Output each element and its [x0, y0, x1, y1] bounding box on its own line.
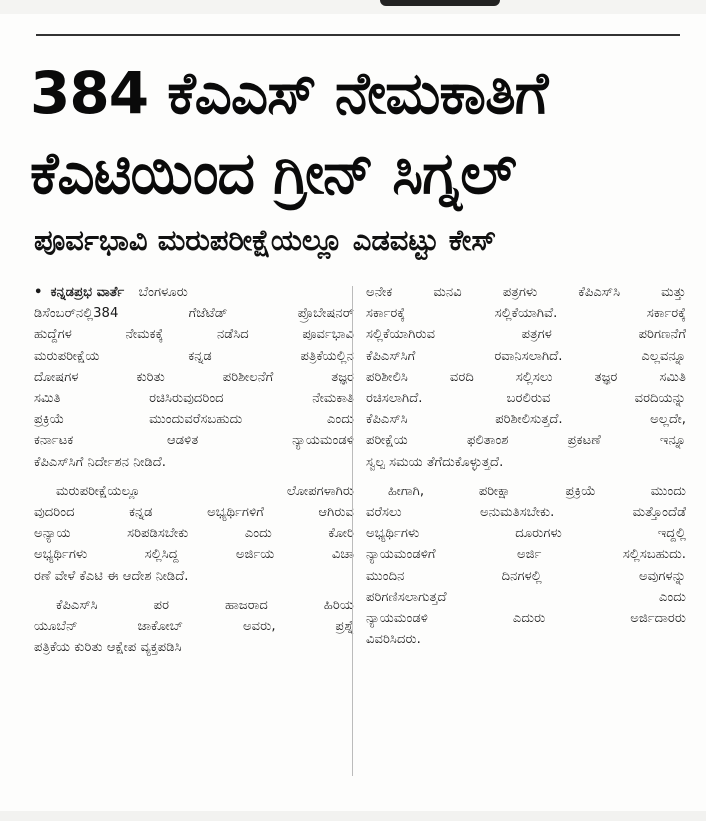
article-line: ಸಲ್ಲಿಕೆಯಾಗಿರುವ ಪತ್ರಗಳ ಪರಿಗಣನೆಗೆ — [366, 327, 686, 343]
cropped-masthead-mark — [380, 0, 500, 6]
article-line: ಹುದ್ದೆಗಳ ನೇಮಕಕ್ಕೆ ನಡೆಸಿದ ಪೂರ್ವಭಾವಿ — [34, 327, 354, 343]
article-line: ಪರಿಗಣಿಸಲಾಗುತ್ತದೆ ಎಂದು — [366, 589, 686, 605]
article-line: ರಚಿಸಲಾಗಿದೆ. ಬರಲಿರುವ ವರದಿಯನ್ನು — [366, 391, 686, 407]
article-line: ವರೆಸಲು ಅನುಮತಿಸಬೇಕು. ಮತ್ತೊಂದೆಡೆ — [366, 505, 686, 521]
article-line: ಸರ್ಕಾರಕ್ಕೆ ಸಲ್ಲಿಕೆಯಾಗಿವೆ. ಸರ್ಕಾರಕ್ಕೆ — [366, 306, 686, 322]
article-line: ಮರುಪರೀಕ್ಷೆಯಲ್ಲೂ ಲೋಪಗಳಾಗಿರು — [56, 483, 354, 499]
article-line: ನ್ಯಾಯಮಂಡಳಿ ಎದುರು ಅರ್ಜಿದಾರರು — [366, 611, 686, 627]
article-line: ನ್ಯಾಯಮಂಡಳಿಗೆ ಅರ್ಜಿ ಸಲ್ಲಿಸಬಹುದು. — [366, 547, 686, 563]
article-line: ಹೀಗಾಗಿ, ಪರೀಕ್ಷಾ ಪ್ರಕ್ರಿಯೆ ಮುಂದು — [388, 483, 686, 499]
article-line: ಕೆಪಿಎಸ್‌ಸಿ ಪರ ಹಾಜರಾದ ಹಿರಿಯ — [56, 597, 354, 613]
article-line: ಕರ್ನಾಟಕ ಆಡಳಿತ ನ್ಯಾಯಮಂಡಳಿ — [34, 433, 354, 449]
byline-bullet: • — [34, 285, 43, 300]
article-line: ಯೂಬೆನ್ ಜಾಕೋಬ್ ಅವರು, ಪ್ರಶ್ನೆ — [34, 619, 354, 635]
article-line: ಮುಂದಿನ ದಿನಗಳಲ್ಲಿ ಅವುಗಳನ್ನು — [366, 568, 686, 584]
article-line: ಅಭ್ಯರ್ಥಿಗಳು ದೂರುಗಳು ಇದ್ದಲ್ಲಿ — [366, 526, 686, 542]
bottom-edge — [0, 811, 706, 821]
byline-place: ಬೆಂಗಳೂರು — [138, 285, 188, 300]
article-line: ಅಭ್ಯರ್ಥಿಗಳು ಸಲ್ಲಿಸಿದ್ದ ಅರ್ಜಿಯ ವಿಚಾ — [34, 547, 354, 563]
article-column-left — [34, 282, 354, 658]
headline-line-1: 384 ಕೆಎಎಸ್ ನೇಮಕಾತಿಗೆ — [30, 59, 548, 127]
article-line: ದೋಷಗಳ ಕುರಿತು ಪರಿಶೀಲನೆಗೆ ತಜ್ಞರ — [34, 369, 354, 385]
column-divider — [352, 286, 353, 776]
subheadline: ಪೂರ್ವಭಾವಿ ಮರುಪರೀಕ್ಷೆಯಲ್ಲೂ ಎಡವಟ್ಟು ಕೇಸ್ — [34, 223, 497, 257]
article-line: ಅನೇಕ ಮನವಿ ಪತ್ರಗಳು ಕೆಪಿಎಸ್‌ಸಿ ಮತ್ತು — [366, 285, 686, 300]
article-line: ವಿವರಿಸಿದರು. — [366, 632, 421, 648]
top-cropped-strip — [0, 0, 706, 14]
article-line: ವುದರಿಂದ ಕನ್ನಡ ಅಭ್ಯರ್ಥಿಗಳಿಗೆ ಆಗಿರುವ — [34, 505, 354, 521]
headline-line-2: ಕೆಎಟಿಯಿಂದ ಗ್ರೀನ್ ಸಿಗ್ನಲ್ — [30, 139, 516, 207]
article-column-right — [366, 282, 686, 650]
article-line: ಅನ್ಯಾಯ ಸರಿಪಡಿಸಬೇಕು ಎಂದು ಕೋರಿ — [34, 526, 354, 542]
article-line: ಪತ್ರಿಕೆಯ ಕುರಿತು ಆಕ್ಷೇಪ ವ್ಯಕ್ತಪಡಿಸಿ — [34, 640, 182, 656]
article-line: ಕೆಪಿಎಸ್‌ಸಿಗೆ ರವಾನಿಸಲಾಗಿದೆ. ಎಲ್ಲವನ್ನೂ — [366, 348, 686, 364]
article-line: ಪರಿಶೀಲಿಸಿ ವರದಿ ಸಲ್ಲಿಸಲು ತಜ್ಞರ ಸಮಿತಿ — [366, 369, 686, 385]
byline-source: ಕನ್ನಡಪ್ರಭ ವಾರ್ತೆ — [50, 285, 125, 300]
article-line: ಮರುಪರೀಕ್ಷೆಯ ಕನ್ನಡ ಪತ್ರಿಕೆಯಲ್ಲಿನ — [34, 348, 354, 364]
top-rule — [36, 34, 680, 36]
article-line: ಕೆಪಿಎಸ್‌ಸಿ ಪರಿಶೀಲಿಸುತ್ತದೆ. ಅಲ್ಲದೇ, — [366, 412, 686, 428]
article-line: ಪರೀಕ್ಷೆಯ ಫಲಿತಾಂಶ ಪ್ರಕಟಣೆ ಇನ್ನೂ — [366, 433, 686, 449]
article-line: ಡಿಸೆಂಬರ್‌ನಲ್ಲಿ384 ಗೆಜೆಟೆಡ್ ಪ್ರೊಬೇಷನರ್ — [34, 306, 354, 322]
byline — [34, 282, 354, 303]
article-line: ಸ್ವಲ್ಪ ಸಮಯ ತೆಗೆದುಕೊಳ್ಳುತ್ತದೆ. — [366, 454, 504, 470]
article-line: ಪ್ರಕ್ರಿಯೆ ಮುಂದುವರೆಸಬಹುದು ಎಂದು — [34, 412, 354, 428]
article-line: ಸಮಿತಿ ರಚಿಸಿರುವುದರಿಂದ ನೇಮಕಾತಿ — [34, 391, 354, 407]
article-line: ರಣೆ ವೇಳೆ ಕೆಎಟಿ ಈ ಆದೇಶ ನೀಡಿದೆ. — [34, 568, 189, 584]
article-line: ಕೆಪಿಎಸ್‌ಸಿಗೆ ನಿರ್ದೇಶನ ನೀಡಿದೆ. — [34, 454, 166, 470]
